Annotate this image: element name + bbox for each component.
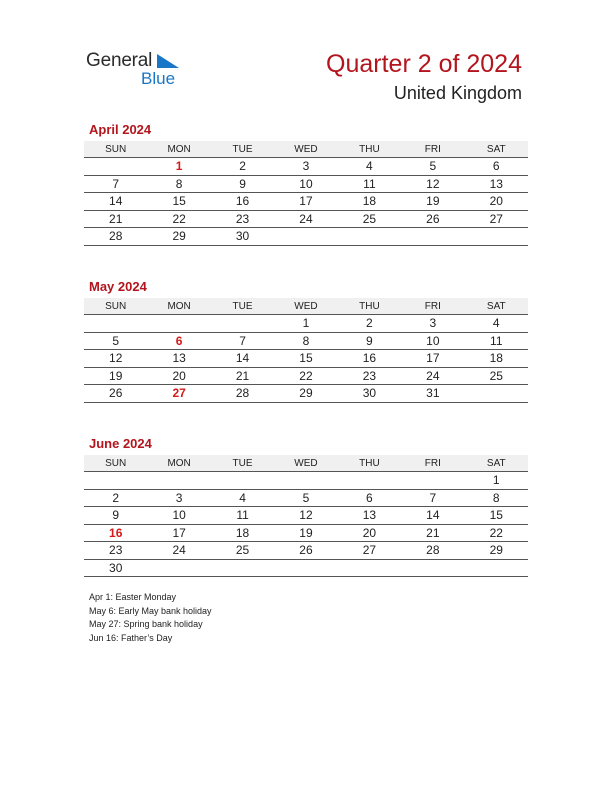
- day-cell: 16: [338, 350, 401, 368]
- day-cell: 6: [338, 489, 401, 507]
- day-cell: 11: [465, 332, 528, 350]
- empty-day-cell: [211, 315, 274, 333]
- day-cell: 11: [211, 507, 274, 525]
- empty-day-cell: [274, 559, 337, 577]
- holiday-notes: [89, 591, 212, 645]
- day-cell: 18: [465, 350, 528, 368]
- holiday-note: May 27: Spring bank holiday: [89, 619, 203, 629]
- day-cell: 5: [84, 332, 147, 350]
- day-cell: 3: [274, 158, 337, 176]
- month-title: May 2024: [89, 279, 147, 294]
- week-row: [84, 315, 528, 333]
- day-cell: 23: [338, 367, 401, 385]
- day-cell: 13: [338, 507, 401, 525]
- day-cell: 13: [465, 175, 528, 193]
- month-april: [84, 122, 528, 246]
- day-cell: 24: [401, 367, 464, 385]
- day-cell: 15: [147, 193, 210, 211]
- weekday-label: SAT: [465, 141, 528, 158]
- day-cell: 15: [274, 350, 337, 368]
- weekday-label: SUN: [84, 455, 147, 472]
- holiday-note: Jun 16: Father’s Day: [89, 632, 173, 643]
- day-cell: 12: [401, 175, 464, 193]
- day-cell: 2: [338, 315, 401, 333]
- day-cell: 5: [274, 489, 337, 507]
- weekday-label: FRI: [401, 455, 464, 472]
- week-row: [84, 559, 528, 577]
- day-cell: 24: [147, 542, 210, 560]
- day-cell: 13: [147, 350, 210, 368]
- weekday-label: MON: [147, 141, 210, 158]
- weekday-label: FRI: [401, 141, 464, 158]
- empty-day-cell: [147, 315, 210, 333]
- day-cell: 29: [147, 228, 210, 246]
- day-cell: 22: [274, 367, 337, 385]
- logo-word-blue: Blue: [141, 69, 176, 88]
- calendar-grid: [84, 455, 528, 577]
- weekday-label: WED: [274, 455, 337, 472]
- day-cell: 18: [338, 193, 401, 211]
- day-cell: 14: [401, 507, 464, 525]
- holiday-note: Apr 1: Easter Monday: [89, 592, 177, 602]
- day-cell: 6: [147, 332, 210, 350]
- week-row: [84, 193, 528, 211]
- day-cell: 5: [401, 158, 464, 176]
- day-cell: 17: [147, 524, 210, 542]
- day-cell: 1: [147, 158, 210, 176]
- week-row: [84, 210, 528, 228]
- day-cell: 26: [274, 542, 337, 560]
- day-cell: 7: [401, 489, 464, 507]
- day-cell: 12: [274, 507, 337, 525]
- empty-day-cell: [84, 158, 147, 176]
- day-cell: 6: [465, 158, 528, 176]
- empty-day-cell: [274, 228, 337, 246]
- day-cell: 21: [84, 210, 147, 228]
- day-cell: 11: [338, 175, 401, 193]
- day-cell: 20: [338, 524, 401, 542]
- empty-day-cell: [211, 559, 274, 577]
- day-cell: 28: [401, 542, 464, 560]
- week-row: [84, 158, 528, 176]
- weekday-label: WED: [274, 141, 337, 158]
- day-cell: 9: [211, 175, 274, 193]
- weekday-label: THU: [338, 141, 401, 158]
- day-cell: 27: [465, 210, 528, 228]
- day-cell: 29: [274, 385, 337, 403]
- day-cell: 8: [147, 175, 210, 193]
- day-cell: 16: [211, 193, 274, 211]
- day-cell: 28: [211, 385, 274, 403]
- week-row: [84, 350, 528, 368]
- empty-day-cell: [401, 472, 464, 490]
- week-row: [84, 385, 528, 403]
- day-cell: 9: [338, 332, 401, 350]
- weekday-label: THU: [338, 455, 401, 472]
- day-cell: 14: [211, 350, 274, 368]
- holiday-note: May 6: Early May bank holiday: [89, 605, 212, 616]
- day-cell: 10: [147, 507, 210, 525]
- weekday-label: SUN: [84, 141, 147, 158]
- calendar-grid: [84, 141, 528, 246]
- day-cell: 9: [84, 507, 147, 525]
- weekday-label: TUE: [211, 298, 274, 315]
- month-title: April 2024: [89, 122, 152, 137]
- day-cell: 23: [211, 210, 274, 228]
- day-cell: 16: [84, 524, 147, 542]
- week-row: [84, 175, 528, 193]
- week-row: [84, 367, 528, 385]
- empty-day-cell: [465, 385, 528, 403]
- weekday-label: SAT: [465, 455, 528, 472]
- day-cell: 30: [211, 228, 274, 246]
- weekday-label: SAT: [465, 298, 528, 315]
- day-cell: 8: [465, 489, 528, 507]
- day-cell: 19: [401, 193, 464, 211]
- day-cell: 17: [401, 350, 464, 368]
- day-cell: 20: [465, 193, 528, 211]
- day-cell: 19: [84, 367, 147, 385]
- logo-word-general: General: [86, 50, 153, 71]
- weekday-header-row: [84, 141, 528, 158]
- week-row: [84, 472, 528, 490]
- day-cell: 8: [274, 332, 337, 350]
- day-cell: 22: [147, 210, 210, 228]
- day-cell: 14: [84, 193, 147, 211]
- day-cell: 28: [84, 228, 147, 246]
- day-cell: 30: [338, 385, 401, 403]
- day-cell: 4: [465, 315, 528, 333]
- weekday-label: THU: [338, 298, 401, 315]
- day-cell: 1: [465, 472, 528, 490]
- day-cell: 17: [274, 193, 337, 211]
- day-cell: 29: [465, 542, 528, 560]
- empty-day-cell: [211, 472, 274, 490]
- day-cell: 7: [211, 332, 274, 350]
- empty-day-cell: [274, 472, 337, 490]
- weekday-label: TUE: [211, 455, 274, 472]
- day-cell: 25: [338, 210, 401, 228]
- weekday-label: SUN: [84, 298, 147, 315]
- empty-day-cell: [338, 228, 401, 246]
- month-title: June 2024: [89, 436, 152, 451]
- day-cell: 20: [147, 367, 210, 385]
- empty-day-cell: [338, 559, 401, 577]
- day-cell: 27: [338, 542, 401, 560]
- day-cell: 25: [465, 367, 528, 385]
- day-cell: 27: [147, 385, 210, 403]
- empty-day-cell: [401, 559, 464, 577]
- month-june: [84, 436, 528, 577]
- day-cell: 19: [274, 524, 337, 542]
- day-cell: 7: [84, 175, 147, 193]
- day-cell: 25: [211, 542, 274, 560]
- weekday-label: WED: [274, 298, 337, 315]
- weekday-label: MON: [147, 455, 210, 472]
- empty-day-cell: [84, 472, 147, 490]
- day-cell: 18: [211, 524, 274, 542]
- page-title: Quarter 2 of 2024: [326, 50, 522, 78]
- empty-day-cell: [465, 559, 528, 577]
- week-row: [84, 524, 528, 542]
- day-cell: 10: [274, 175, 337, 193]
- day-cell: 30: [84, 559, 147, 577]
- day-cell: 31: [401, 385, 464, 403]
- week-row: [84, 228, 528, 246]
- day-cell: 10: [401, 332, 464, 350]
- day-cell: 3: [401, 315, 464, 333]
- week-row: [84, 507, 528, 525]
- day-cell: 1: [274, 315, 337, 333]
- day-cell: 4: [211, 489, 274, 507]
- empty-day-cell: [401, 228, 464, 246]
- empty-day-cell: [147, 472, 210, 490]
- day-cell: 21: [401, 524, 464, 542]
- weekday-label: FRI: [401, 298, 464, 315]
- month-may: [84, 279, 528, 403]
- calendar-grid: [84, 298, 528, 403]
- logo-triangle-icon: [157, 54, 179, 68]
- country-subtitle: United Kingdom: [393, 83, 522, 103]
- empty-day-cell: [338, 472, 401, 490]
- day-cell: 4: [338, 158, 401, 176]
- day-cell: 26: [401, 210, 464, 228]
- weekday-label: MON: [147, 298, 210, 315]
- day-cell: 24: [274, 210, 337, 228]
- empty-day-cell: [147, 559, 210, 577]
- weekday-label: TUE: [211, 141, 274, 158]
- day-cell: 2: [84, 489, 147, 507]
- day-cell: 26: [84, 385, 147, 403]
- week-row: [84, 542, 528, 560]
- weekday-header-row: [84, 298, 528, 315]
- week-row: [84, 332, 528, 350]
- day-cell: 23: [84, 542, 147, 560]
- day-cell: 15: [465, 507, 528, 525]
- empty-day-cell: [84, 315, 147, 333]
- weekday-header-row: [84, 455, 528, 472]
- generalblue-logo: [86, 50, 196, 90]
- day-cell: 3: [147, 489, 210, 507]
- day-cell: 21: [211, 367, 274, 385]
- week-row: [84, 489, 528, 507]
- day-cell: 22: [465, 524, 528, 542]
- day-cell: 2: [211, 158, 274, 176]
- day-cell: 12: [84, 350, 147, 368]
- empty-day-cell: [465, 228, 528, 246]
